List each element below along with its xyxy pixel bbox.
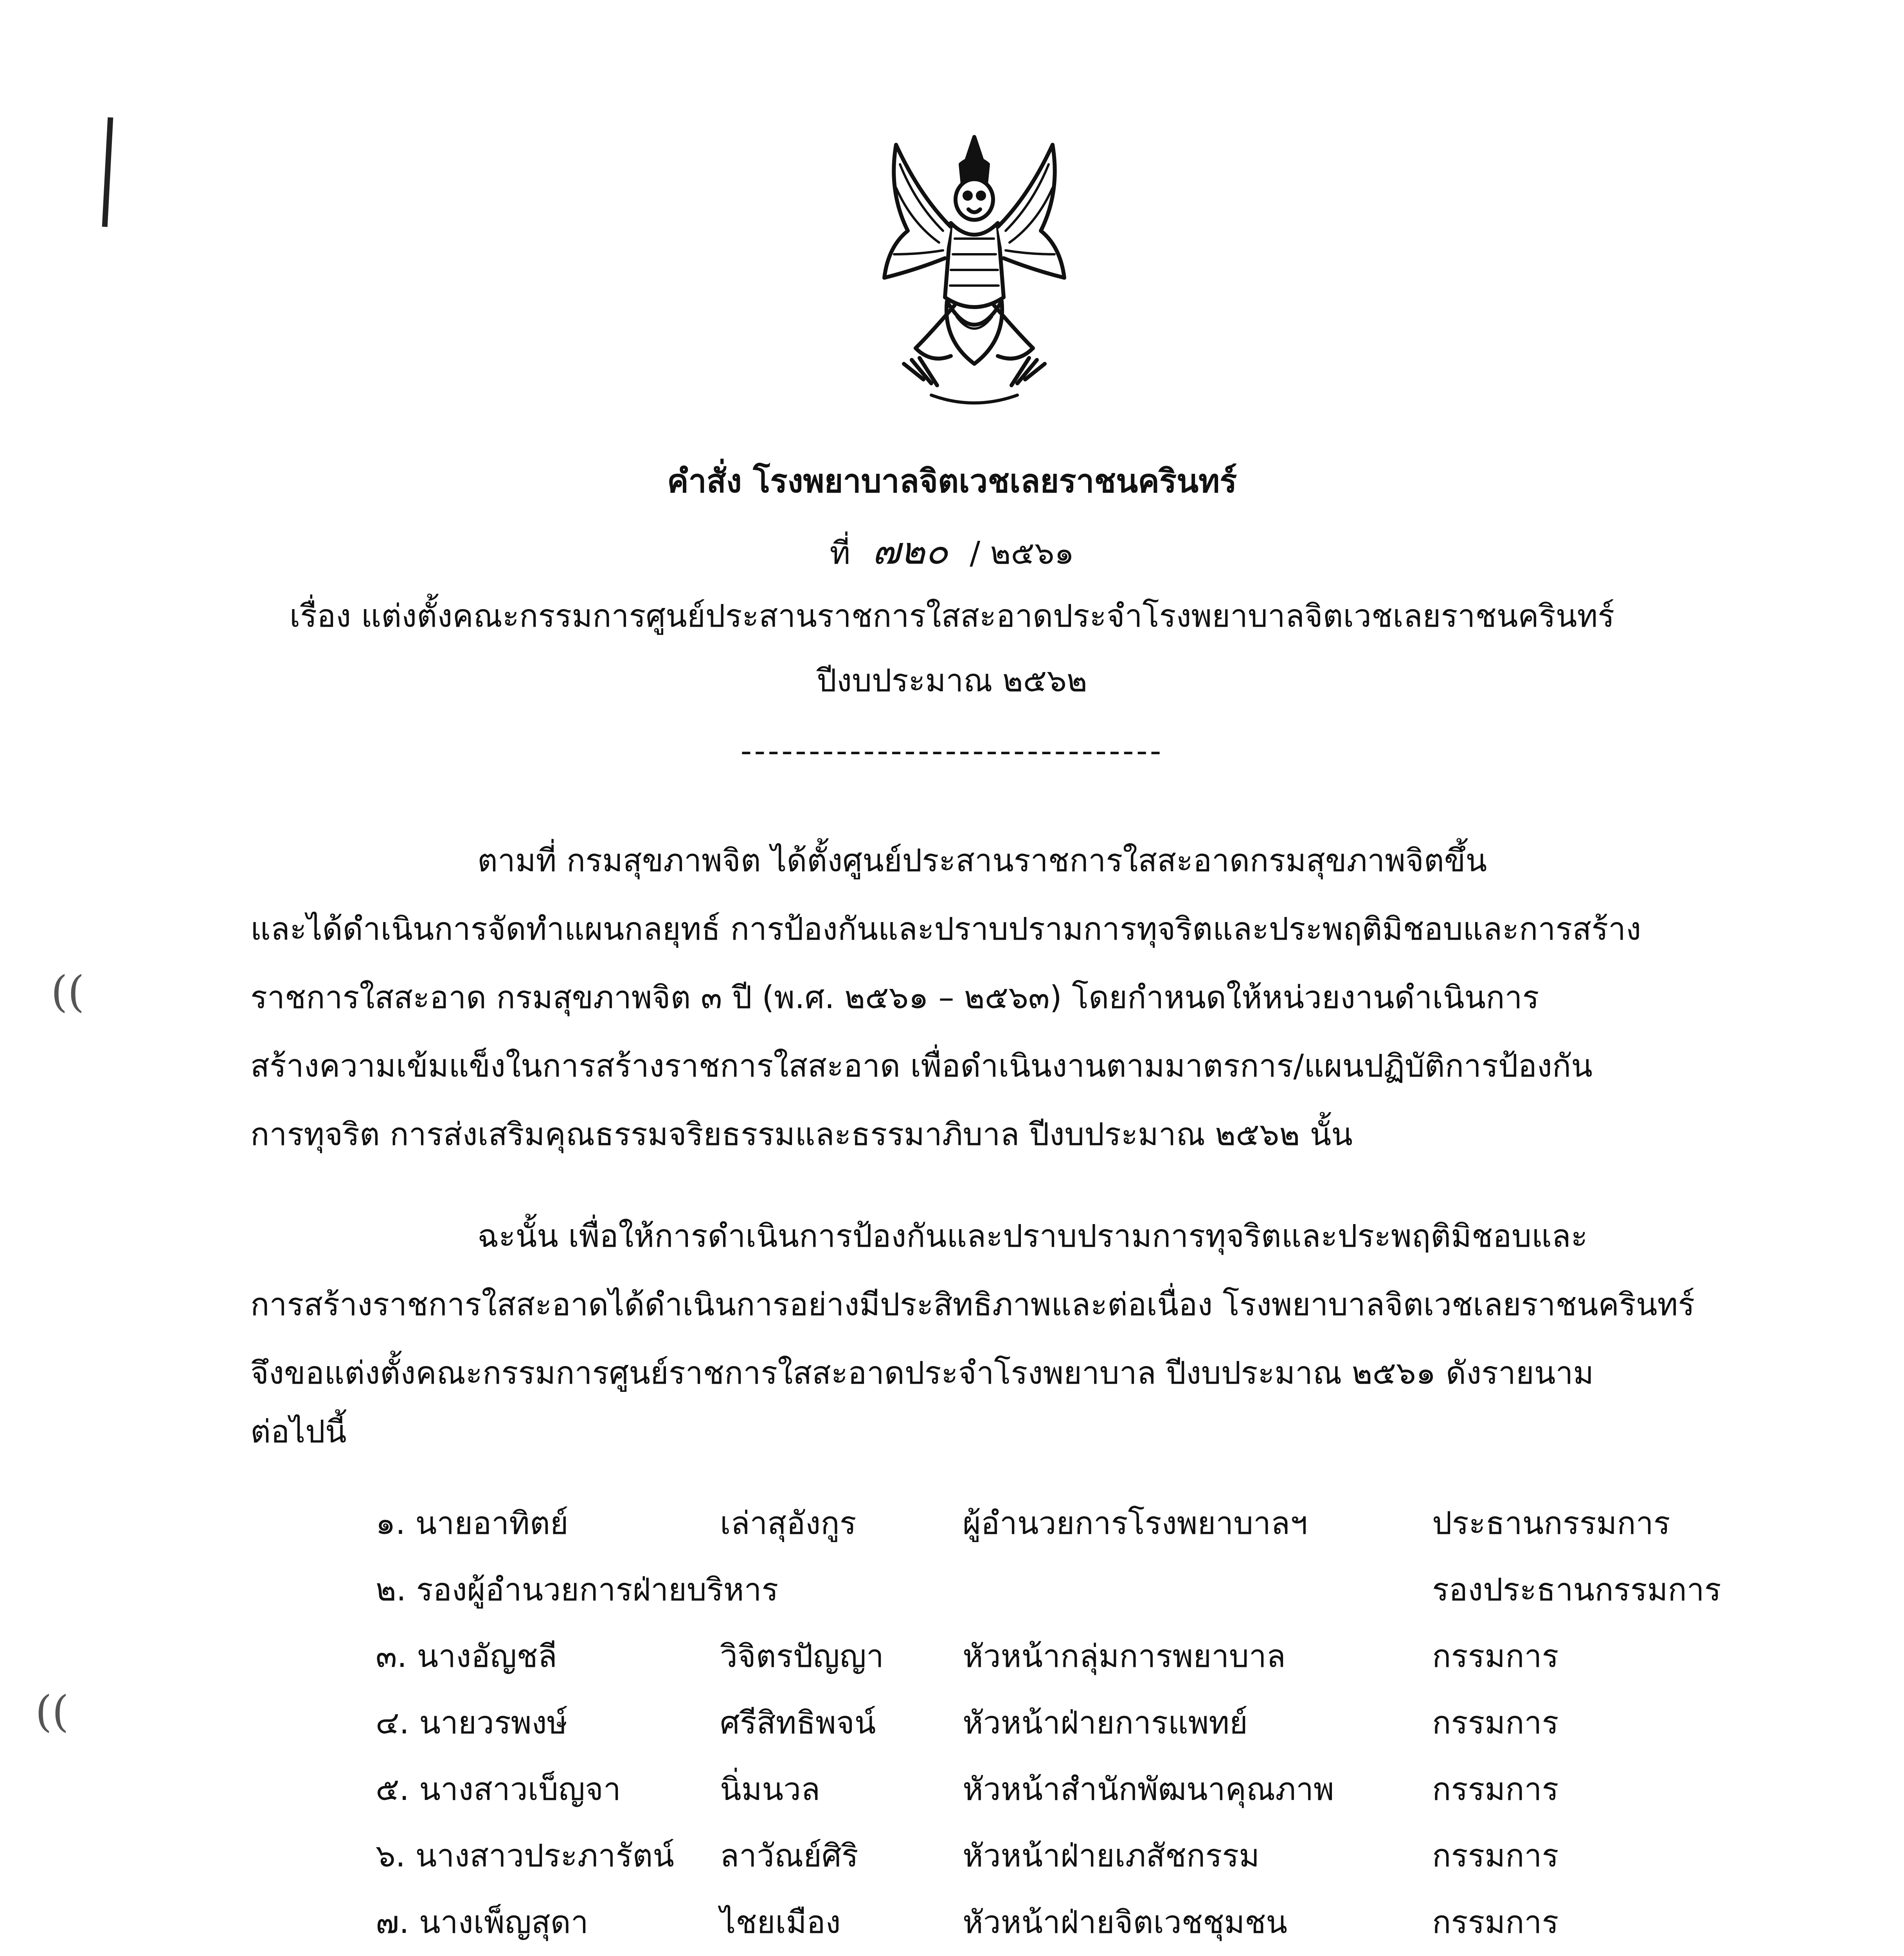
paragraph1-line: การทุจริต การส่งเสริมคุณธรรมจริยธรรมและธรรมาภิบาล ปีงบประมาณ ๒๕๖๒ นั้น — [250, 1116, 1353, 1152]
order-number: ๗๒๐ — [872, 529, 948, 573]
document-title: คำสั่ง โรงพยาบาลจิตเวชเลยราชนครินทร์ — [667, 463, 1237, 500]
member-role: ประธานกรรมการ — [1432, 1505, 1670, 1541]
member-surname: ไชยเมือง — [720, 1904, 841, 1940]
member-position: หัวหน้ากลุ่มการพยาบาล — [963, 1638, 1286, 1674]
member-role: กรรมการ — [1432, 1704, 1559, 1741]
member-name: ๖. นางสาวประภารัตน์ — [376, 1837, 674, 1874]
member-name: ๕. นางสาวเบ็ญจา — [376, 1771, 621, 1807]
paragraph1-line: ราชการใสสะอาด กรมสุขภาพจิต ๓ ปี (พ.ศ. ๒๕๖๑ – ๒๕๖๓) โดยกำหนดให้หน่วยงานดำเนินการ — [250, 979, 1539, 1016]
paragraph2-line: ต่อไปนี้ — [250, 1413, 347, 1450]
member-position: หัวหน้าฝ่ายจิตเวชชุมชน — [963, 1904, 1288, 1940]
paragraph2-line: จึงขอแต่งตั้งคณะกรรมการศูนย์ราชการใสสะอาดประจำโรงพยาบาล ปีงบประมาณ ๒๕๖๑ ดังรายนาม — [250, 1355, 1594, 1391]
member-surname: เล่าสุอังกูร — [720, 1505, 857, 1541]
member-role: กรรมการ — [1432, 1904, 1559, 1940]
member-role: กรรมการ — [1432, 1837, 1559, 1874]
member-position: หัวหน้าฝ่ายการแพทย์ — [963, 1704, 1248, 1741]
binder-hole-mark: (( — [35, 1686, 69, 1737]
member-position: ผู้อำนวยการโรงพยาบาลฯ — [963, 1505, 1308, 1541]
scan-mark — [102, 117, 113, 227]
member-role: กรรมการ — [1432, 1771, 1559, 1807]
member-surname: ลาวัณย์ศิริ — [720, 1837, 858, 1874]
member-name: ๑. นายอาทิตย์ — [376, 1505, 569, 1541]
member-surname: วิจิตรปัญญา — [720, 1638, 884, 1674]
header-divider: ------------------------------- — [740, 733, 1164, 769]
document-subject-fiscal-year: ปีงบประมาณ ๒๕๖๒ — [817, 662, 1087, 699]
member-name: ๒. รองผู้อำนวยการฝ่ายบริหาร — [376, 1571, 779, 1608]
member-name: ๓. นางอัญชลี — [376, 1638, 557, 1674]
member-role: กรรมการ — [1432, 1638, 1559, 1674]
paragraph1-line: และได้ดำเนินการจัดทำแผนกลยุทธ์ การป้องกันและปราบปรามการทุจริตและประพฤติมิชอบและการสร้าง — [250, 911, 1641, 947]
order-number-line — [0, 529, 1904, 573]
member-role: รองประธานกรรมการ — [1432, 1571, 1721, 1608]
member-name: ๔. นายวรพงษ์ — [376, 1704, 568, 1741]
paragraph2-line: ฉะนั้น เพื่อให้การดำเนินการป้องกันและปราบปรามการทุจริตและประพฤติมิชอบและ — [477, 1218, 1588, 1254]
order-prefix: ที่ — [830, 535, 851, 571]
order-year: / ๒๕๖๑ — [970, 535, 1074, 571]
member-surname: ศรีสิทธิพจน์ — [720, 1704, 876, 1741]
member-position: หัวหน้าสำนักพัฒนาคุณภาพ — [963, 1771, 1334, 1807]
paragraph1-line: สร้างความเข้มแข็งในการสร้างราชการใสสะอาด เพื่อดำเนินงานตามมาตรการ/แผนปฏิบัติการป้องกัน — [250, 1048, 1593, 1084]
member-surname: นิ่มนวล — [720, 1771, 821, 1807]
garuda-emblem-icon — [873, 129, 1076, 426]
paragraph1-line: ตามที่ กรมสุขภาพจิต ได้ตั้งศูนย์ประสานราชการใสสะอาดกรมสุขภาพจิตขึ้น — [477, 842, 1487, 879]
binder-hole-mark: (( — [51, 967, 85, 1017]
paragraph2-line: การสร้างราชการใสสะอาดได้ดำเนินการอย่างมีประสิทธิภาพและต่อเนื่อง โรงพยาบาลจิตเวชเลยราชนครินทร์ — [250, 1286, 1695, 1323]
member-position: หัวหน้าฝ่ายเภสัชกรรม — [963, 1837, 1260, 1874]
document-subject: เรื่อง แต่งตั้งคณะกรรมการศูนย์ประสานราชการใสสะอาดประจำโรงพยาบาลจิตเวชเลยราชนครินทร์ — [289, 598, 1615, 634]
member-name: ๗. นางเพ็ญสุดา — [376, 1904, 588, 1940]
